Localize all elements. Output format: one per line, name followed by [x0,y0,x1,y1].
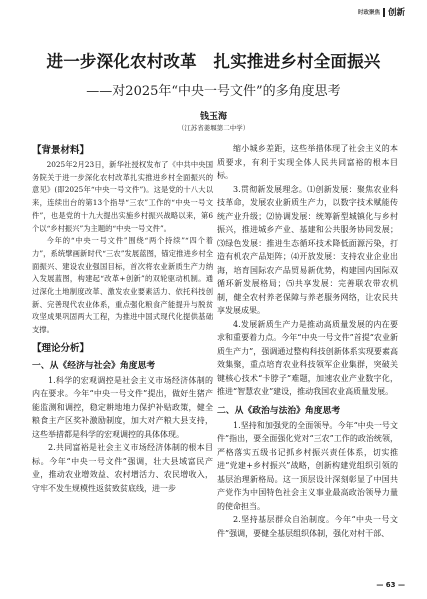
body-paragraph: 缩小城乡差距，这些举措体现了社会主义的本质要求，有利于实现全体人民共同富裕的根本目标。 [217,144,398,180]
background-paragraph: 今年的“中央一号文件”围绕“两个持续”“四个着力”，系统擘画新时代“三农”发展蓝图，锚定推进乡村全面振兴、建设农业强国目标，首次将农业新质生产力纳入发展蓝图，构建起“改革+创新”的双轮驱动机制。通过深化土地制度改革、激发农业要素活力、依托科技创新、完善现代农业体系，重点强化粮食产能提升与脱贫攻坚成果巩固两大工程，为推进中国式现代化提供基础支撑。 [32,236,213,335]
background-paragraph: 2025年2月23日，新华社授权发布了《中共中央国务院关于进一步深化农村改革扎实推进乡村全面振兴的意见》(即2025年“中央一号文件”)。这是党的十八大以来，连续出台的第13个指导“三农”工作的“中央一号文件”，也是党的十九大提出实施乡村振兴战略以来，第6个以“乡村振兴”为主题的“中央一号文件”。 [32,160,213,233]
page-number: — 63 — [376,581,405,589]
header-divider [383,8,385,17]
right-column [217,142,398,540]
analysis-heading: 【理论分析】 [32,342,90,354]
body-paragraph: 4.发展新质生产力是推动高质量发展的内在要求和重要着力点。今年“中央一号文件”首提“农业新质生产力”，强调通过整构科技创新体系实现要素高效集聚，重点培育农业科技领军企业集群，突破关键核心技术“卡脖子”难题，加速农业产业数字化，推进“智慧农业”建设，推动我国农业高质量发展。 [217,319,398,396]
article-title: 进一步深化农村改革 扎实推进乡村全面振兴 [46,52,381,71]
author-affiliation: （江苏省姜堰第二中学） [177,124,250,132]
page-header [358,6,405,18]
header-column-name: 创新 [387,8,405,18]
body-paragraph: 1.坚持和加强党的全面领导。今年“中央一号文件”指出，要全面强化党对“三农”工作的政治统领，严格落实五级书记抓乡村振兴责任体系，切实推进“党建+乡村振兴”战略，创新构建党组织引领的基层治理新格局。这一顶层设计深刻彰显了中国共产党作为中国特色社会主义事业最高政治领导力量的使命担当。 [217,420,398,511]
body-paragraph: 2.坚持基层群众自治制度。今年“中央一号文件”强调，要健全基层组织体制，强化对村干部、 [217,515,398,538]
body-paragraph: 1.科学的宏观调控是社会主义市场经济体制的内在要求。今年“中央一号文件”提出，做好生猪产能监测和调控，稳定耕地地力保护补贴政策，健全粮食主产区奖补激励制度，加大对产粮大县支持，这些举措都是科学的宏观调控的具体体现。 [32,375,213,439]
body-paragraph: 3.贯彻新发展理念。⑴创新发展：聚焦农业科技革命，发展农业新质生产力，以数字技术赋能传统产业升级；⑵协调发展：统筹新型城镇化与乡村振兴，推进城乡产业、基建和公共服务协同发展；⑶绿色发展：推进生态循环技术降低面源污染，打造有机农产品矩阵；⑷开放发展：支持农业企业出海，培育国际农产品贸易新优势，构建国内国际双循环新发展格局；⑸共享发展：完善联农带农机制，健全农村养老保障与养老服务网络，让农民共享发展成果。 [217,184,398,315]
header-section-label: 时政聚焦 [357,10,380,16]
section-heading-economy: 一、从《经济与社会》角度思考 [32,360,156,371]
article-subtitle: ——对2025年“中央一号文件”的多角度思考 [86,84,341,99]
section-heading-politics: 二、从《政治与法治》角度思考 [217,405,341,416]
background-heading: 【背景材料】 [32,145,90,156]
author-name: 钱玉海 [199,112,227,122]
body-paragraph: 2.共同富裕是社会主义市场经济体制的根本目标。今年“中央一号文件”强调，壮大县域富民产业，推动农业增效益、农村增活力、农民增收入，守牢不发生规模性返贫致贫底线，进一步 [32,443,213,493]
left-column [32,142,213,495]
